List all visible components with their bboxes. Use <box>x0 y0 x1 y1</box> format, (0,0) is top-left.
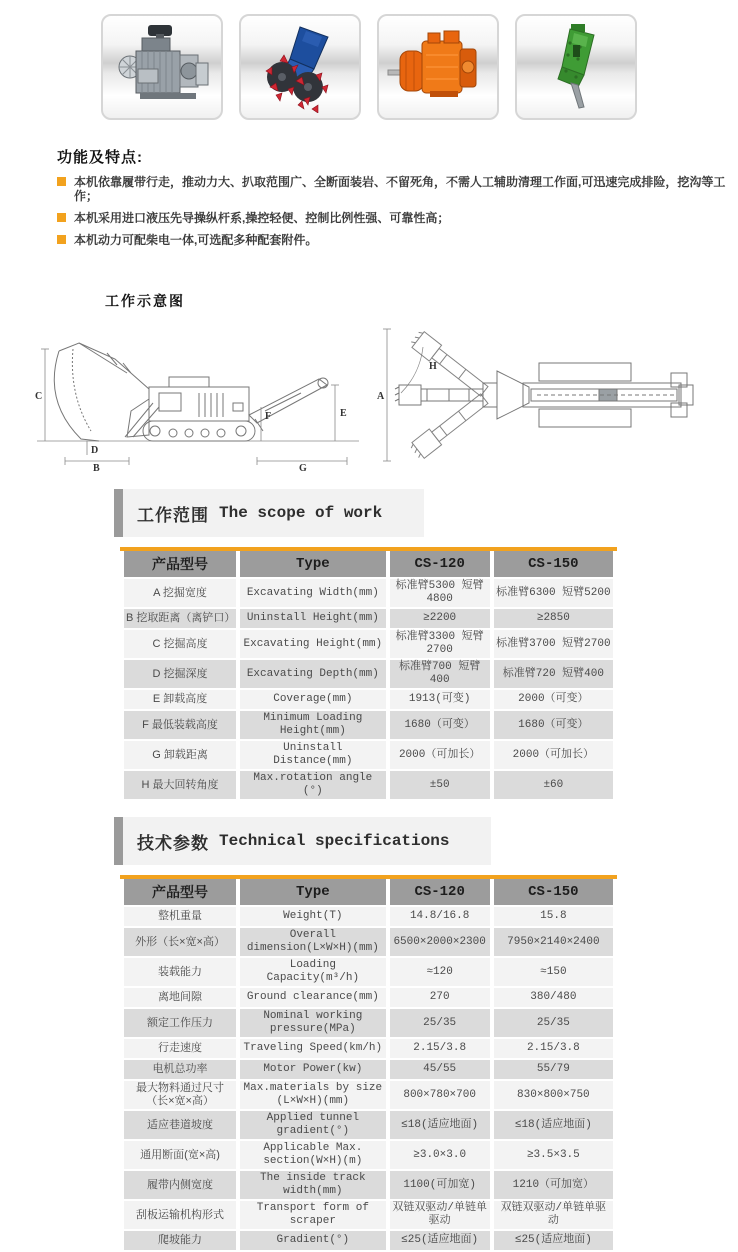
table-cell: Uninstall Height(mm) <box>240 609 385 628</box>
column-header: Type <box>240 551 385 577</box>
table-cell: Traveling Speed(km/h) <box>240 1039 385 1058</box>
table-cell: 刮板运输机构形式 <box>124 1201 236 1229</box>
table-cell: Loading Capacity(m³/h) <box>240 958 385 986</box>
table-cell: 6500×2000×2300 <box>390 928 490 956</box>
table-cell: ≤18(适应地面) <box>390 1111 490 1139</box>
specs-title-zh: 技术参数 <box>137 833 209 853</box>
feature-text: 本机采用进口液压先导操纵杆系,操控轻便、控制比例性强、可靠性高； <box>74 211 450 225</box>
table-row <box>124 1231 613 1250</box>
orange-square-bullet-icon <box>57 177 66 186</box>
table-cell: ≈150 <box>494 958 613 986</box>
column-header: CS-120 <box>390 879 490 905</box>
table-cell: Max.rotation angle (°) <box>240 771 385 799</box>
dim-label-A: A <box>377 391 385 402</box>
table-row <box>124 1171 613 1199</box>
table-cell: Transport form of scraper <box>240 1201 385 1229</box>
scope-table-header <box>124 551 613 577</box>
table-header-row <box>124 551 613 577</box>
table-cell: B 挖取距离（离铲口） <box>124 609 236 628</box>
column-header: CS-120 <box>390 551 490 577</box>
table-row <box>124 958 613 986</box>
table-cell: 双链双驱动/单链单驱动 <box>390 1201 490 1229</box>
table-cell: Applicable Max. section(W×H)(m) <box>240 1141 385 1169</box>
dim-label-C: C <box>35 391 43 402</box>
table-cell: 1680（可变） <box>494 711 613 739</box>
table-cell: Applied tunnel gradient(°) <box>240 1111 385 1139</box>
table-cell: 1913(可变) <box>390 690 490 709</box>
table-cell: Max.materials by size (L×W×H)(mm) <box>240 1081 385 1109</box>
table-cell: 标准臂3300 短臂2700 <box>390 630 490 658</box>
specs-title-en: Technical specifications <box>219 832 450 850</box>
column-header: 产品型号 <box>124 551 236 577</box>
table-cell: 标准臂3700 短臂2700 <box>494 630 613 658</box>
top-view-diagram <box>371 315 709 473</box>
table-cell: ≤18(适应地面) <box>494 1111 613 1139</box>
table-cell: 通用断面(宽×高) <box>124 1141 236 1169</box>
table-cell: 55/79 <box>494 1060 613 1079</box>
table-cell: 电机总功率 <box>124 1060 236 1079</box>
table-row <box>124 1141 613 1169</box>
scope-section-header <box>114 489 738 537</box>
table-cell: 标准臂5300 短臂4800 <box>390 579 490 607</box>
table-row <box>124 630 613 658</box>
table-cell: ≤25(适应地面) <box>494 1231 613 1250</box>
table-cell: ≥2200 <box>390 609 490 628</box>
working-diagram-title: 工作示意图 <box>105 293 185 309</box>
section-bar <box>114 817 123 865</box>
table-cell: ±50 <box>390 771 490 799</box>
table-row <box>124 1060 613 1079</box>
dim-label-G: G <box>299 463 307 473</box>
column-header: CS-150 <box>494 551 613 577</box>
feature-text: 本机动力可配柴电一体,可选配多种配套附件。 <box>74 233 318 247</box>
table-cell: D 挖掘深度 <box>124 660 236 688</box>
table-cell: Coverage(mm) <box>240 690 385 709</box>
table-cell: 外形（长×宽×高） <box>124 928 236 956</box>
diesel-engine-illustration <box>110 21 214 113</box>
table-row <box>124 1081 613 1109</box>
specs-table-header <box>124 879 613 905</box>
cutting-drum-illustration <box>248 21 352 113</box>
column-header: 产品型号 <box>124 879 236 905</box>
section-bar <box>114 489 123 537</box>
hydraulic-breaker-illustration <box>524 21 628 113</box>
table-cell: E 卸载高度 <box>124 690 236 709</box>
scope-table-body <box>124 579 613 799</box>
table-cell: C 挖掘高度 <box>124 630 236 658</box>
table-cell: 行走速度 <box>124 1039 236 1058</box>
table-cell: 适应巷道坡度 <box>124 1111 236 1139</box>
table-cell: Excavating Height(mm) <box>240 630 385 658</box>
table-cell: Uninstall Distance(mm) <box>240 741 385 769</box>
table-row <box>124 579 613 607</box>
scope-table <box>120 549 617 801</box>
dim-label-D: D <box>91 445 99 456</box>
table-cell: 15.8 <box>494 907 613 926</box>
specs-table-body <box>124 907 613 1250</box>
product-image-strip <box>0 0 738 120</box>
table-cell: 800×780×700 <box>390 1081 490 1109</box>
table-cell: 2000（可加长） <box>390 741 490 769</box>
table-cell: Excavating Width(mm) <box>240 579 385 607</box>
table-cell: 270 <box>390 988 490 1007</box>
feature-text: 本机依靠履带行走，推动力大、扒取范围广、全断面装岩、不留死角，不需人工辅助清理工作面,可迅速完成排险，挖沟等工作； <box>74 175 726 203</box>
table-cell: 离地间隙 <box>124 988 236 1007</box>
table-cell: ±60 <box>494 771 613 799</box>
column-header: Type <box>240 879 385 905</box>
orange-square-bullet-icon <box>57 235 66 244</box>
table-cell: H 最大回转角度 <box>124 771 236 799</box>
table-cell: 标准臂700 短臂400 <box>390 660 490 688</box>
table-cell: Overall dimension(L×W×H)(mm) <box>240 928 385 956</box>
table-row <box>124 609 613 628</box>
table-cell: 双链双驱动/单链单驱动 <box>494 1201 613 1229</box>
table-cell: ≈120 <box>390 958 490 986</box>
orange-square-bullet-icon <box>57 213 66 222</box>
column-header: CS-150 <box>494 879 613 905</box>
table-row <box>124 660 613 688</box>
table-row <box>124 928 613 956</box>
feature-item <box>57 233 738 247</box>
table-header-row <box>124 879 613 905</box>
table-row <box>124 1111 613 1139</box>
table-row <box>124 988 613 1007</box>
table-cell: 爬坡能力 <box>124 1231 236 1250</box>
table-cell: 装载能力 <box>124 958 236 986</box>
table-cell: 整机重量 <box>124 907 236 926</box>
table-cell: Excavating Depth(mm) <box>240 660 385 688</box>
table-cell: 2.15/3.8 <box>390 1039 490 1058</box>
table-cell: 1100(可加宽) <box>390 1171 490 1199</box>
table-row <box>124 741 613 769</box>
table-row <box>124 690 613 709</box>
specs-section-header <box>114 817 738 865</box>
scope-title-en: The scope of work <box>219 504 383 522</box>
table-cell: Minimum Loading Height(mm) <box>240 711 385 739</box>
table-cell: 2000（可变） <box>494 690 613 709</box>
table-cell: 2.15/3.8 <box>494 1039 613 1058</box>
table-row <box>124 711 613 739</box>
table-cell: The inside track width(mm) <box>240 1171 385 1199</box>
feature-item <box>57 175 738 203</box>
table-cell: 最大物料通过尺寸（长×宽×高） <box>124 1081 236 1109</box>
table-cell: Motor Power(kw) <box>240 1060 385 1079</box>
table-cell: A 挖掘宽度 <box>124 579 236 607</box>
table-cell: Gradient(°) <box>240 1231 385 1250</box>
table-cell: 14.8/16.8 <box>390 907 490 926</box>
features-title: 功能及特点: <box>57 149 143 166</box>
cutting-drum-photo <box>239 14 361 120</box>
table-cell: Nominal working pressure(MPa) <box>240 1009 385 1037</box>
table-cell: 45/55 <box>390 1060 490 1079</box>
table-cell: 1210（可加宽） <box>494 1171 613 1199</box>
hydraulic-breaker-photo <box>515 14 637 120</box>
scope-table-block <box>120 547 617 801</box>
table-cell: ≤25(适应地面) <box>390 1231 490 1250</box>
table-cell: ≥3.5×3.5 <box>494 1141 613 1169</box>
table-row <box>124 1009 613 1037</box>
side-view-diagram <box>29 315 367 473</box>
table-cell: Ground clearance(mm) <box>240 988 385 1007</box>
dim-label-H: H <box>429 361 437 372</box>
table-row <box>124 771 613 799</box>
table-cell: 380/480 <box>494 988 613 1007</box>
dim-label-E: E <box>340 408 347 419</box>
table-cell: 标准臂720 短臂400 <box>494 660 613 688</box>
table-cell: 履带内侧宽度 <box>124 1171 236 1199</box>
table-cell: ≥2850 <box>494 609 613 628</box>
table-row <box>124 1039 613 1058</box>
scope-title-zh: 工作范围 <box>137 505 209 525</box>
dim-label-B: B <box>93 463 100 473</box>
table-cell: 1680（可变） <box>390 711 490 739</box>
dim-label-F: F <box>265 411 272 422</box>
diesel-engine-photo <box>101 14 223 120</box>
features-list <box>57 175 738 247</box>
table-cell: 25/35 <box>494 1009 613 1037</box>
features-section <box>57 146 738 247</box>
table-cell: 额定工作压力 <box>124 1009 236 1037</box>
hydraulic-pump-photo <box>377 14 499 120</box>
table-cell: F 最低装载高度 <box>124 711 236 739</box>
specs-table-block <box>120 875 617 1252</box>
specs-table <box>120 877 617 1252</box>
working-diagram-section <box>0 291 738 473</box>
table-row <box>124 1201 613 1229</box>
table-cell: Weight(T) <box>240 907 385 926</box>
table-row <box>124 907 613 926</box>
table-cell: 830×800×750 <box>494 1081 613 1109</box>
hydraulic-pump-illustration <box>386 21 490 113</box>
feature-item <box>57 211 738 225</box>
table-cell: 2000（可加长） <box>494 741 613 769</box>
table-cell: 25/35 <box>390 1009 490 1037</box>
table-cell: G 卸载距离 <box>124 741 236 769</box>
table-cell: 标准臂6300 短臂5200 <box>494 579 613 607</box>
table-cell: ≥3.0×3.0 <box>390 1141 490 1169</box>
table-cell: 7950×2140×2400 <box>494 928 613 956</box>
